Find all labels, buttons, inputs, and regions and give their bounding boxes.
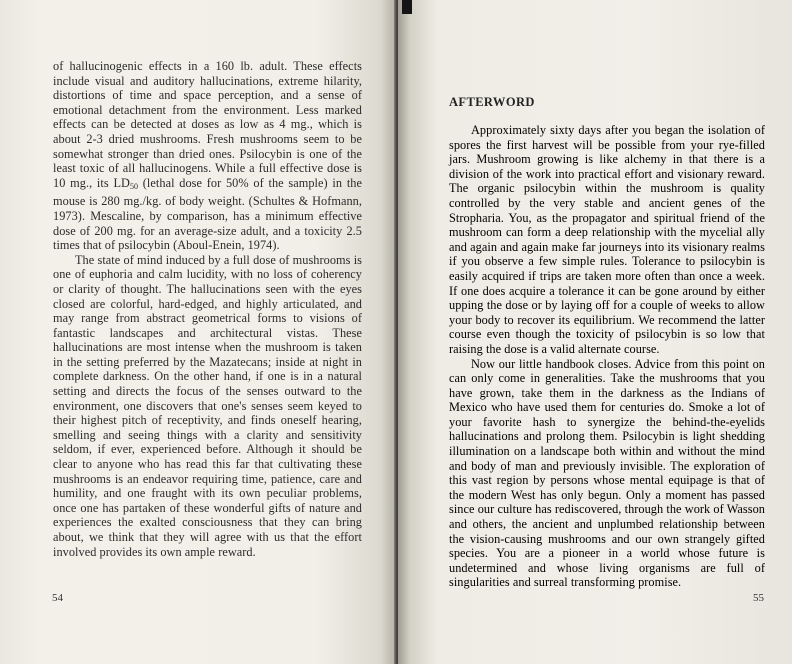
page-number-right: 55 (753, 592, 764, 604)
page-notch (402, 0, 412, 14)
page-number-left: 54 (52, 592, 63, 604)
right-paragraph-1: Approximately sixty days after you began the isolation of spores the first harvest will be possible from your rye-filled jars. Mushroom growing is like alchemy in that there is a division of the work into practical effort and visionary reward. The organic psilocybin within the mushroom is quality controlled by the very stable and ancient genes of the Stropharia. You, as the propagator and spiritual friend of the mushroom can form a deep relationship with the mycelial ally and again and again make far journeys into its visionary realms if you observe a few simple rules. Tolerance to psilocybin is easily acquired if trips are taken more often than once a week. If one does acquire a tolerance it can be gone around by either upping the dose or by laying off for a couple of weeks to allow your body to recover its equilibrium. We recommend the latter course even though the toxicity of psilocybin is so low that raising the dose is a valid alternate course. (449, 123, 765, 356)
right-page-body (449, 123, 765, 590)
ld50-subscript: 50 (129, 181, 139, 191)
left-paragraph-1-rest: (lethal dose for 50% of the sample) in the mouse is 280 mg./kg. of body weight. (Schultes & Hofmann, 1973). Mescaline, by comparison, has a minimum effective dose of 200 mg. for an average-size adult, and a toxicity 2.5 times that of psilocybin (Aboul-Enein, 1974). (53, 175, 362, 253)
left-paragraph-2: The state of mind induced by a full dose of mushrooms is one of euphoria and calm lucidity, with no loss of coherency or clarity of thought. The hallucinations seen with the eyes closed are colorful, hard-edged, and highly articulated, and may range from abstract geometrical forms to visions of fantastic landscapes and architectural vistas. These hallucinations are most intense when the mushroom is taken in the setting preferred by the Mazatecans; inside at night in complete darkness. On the other hand, if one is in a natural setting and directs the focus of the senses outward to the environment, one discovers that one's senses seem keyed to their highest pitch of receptivity, and finds oneself hearing, smelling and seeing things with a clarity and sensitivity seldom, if ever, experienced before. Although it should be clear to anyone who has read this far that cultivating these mushrooms is an endeavor requiring time, patience, care and humility, and one fraught with its own peculiar problems, once one has partaken of these wonderful gifts of nature and experiences the exalted consciousness that they can bring about, we think that they will agree with us that the effort involved provides its own ample reward. (53, 252, 362, 559)
left-page-body (53, 59, 362, 559)
right-paragraph-2: Now our little handbook closes. Advice from this point on can only come in generalities. Take the mushrooms that you have grown, take them in the darkness as the Indians of Mexico who have used them for centuries do. Smoke a lot of your favorite hash to synergize the behind-the-eyelids hallucinations and prolong them. Psilocybin is light shedding illumination on a landscape both within and without the mind and body of man and previously invisible. The exploration of this vast region by persons whose mental equipage is that of the modern West has only begun. Only a moment has passed since our culture has rediscovered, through the work of Wasson and others, the ancient and unplumbed relationship between the vision-causing mushrooms and our own strangely gifted species. You are a pioneer in a world whose future is undetermined and whose living organisms are full of singularities and surreal transforming promise. (449, 356, 765, 590)
left-paragraph-1 (53, 59, 362, 253)
left-paragraph-1-text: of hallucinogenic effects in a 160 lb. adult. These effects include visual and auditory hallucinations, extreme hilarity, distortions of time and space perception, and a sense of emotional detachment from the environment. Less marked effects can be detected at doses as low as 4 mg., which is about 2-3 dried mushrooms. Fresh mushrooms seem to be somewhat stronger than dried ones. Psilocybin is one of the least toxic of all hallucinogens. While a full effective dose is 10 mg., its LD (53, 59, 362, 190)
afterword-heading: AFTERWORD (449, 95, 535, 109)
